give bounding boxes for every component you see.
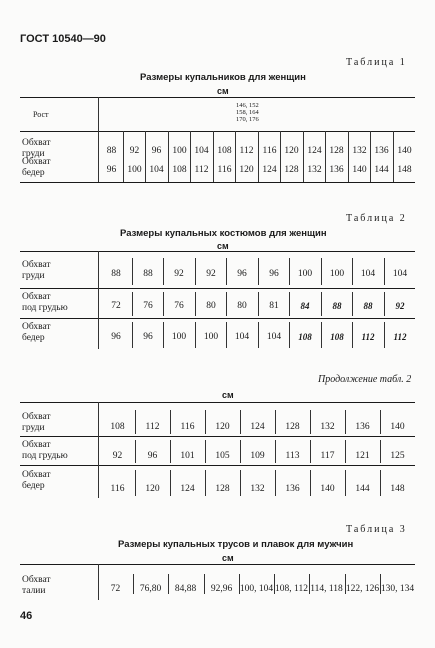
column-divider [240, 410, 241, 434]
table-2-label: Таблица 2 [346, 213, 407, 224]
column-divider [352, 258, 353, 285]
table-1-unit: см [217, 86, 229, 96]
column-divider [135, 470, 136, 496]
column-divider [289, 258, 290, 285]
table-cell: 120 [284, 146, 299, 156]
table-cell: 114, 118 [310, 584, 343, 594]
column-divider [163, 258, 164, 285]
t2c-row-label: Обхват бедер [22, 470, 51, 491]
table-cell: 100 [297, 269, 313, 279]
table-cell: 108 [110, 422, 125, 432]
table-cell: 76 [174, 301, 184, 311]
column-divider [345, 440, 346, 463]
column-divider [205, 410, 206, 434]
table-cell: 120 [145, 484, 160, 494]
column-divider [275, 470, 276, 496]
table-2-cont-unit: см [222, 390, 234, 400]
table-cell: 132 [250, 484, 265, 494]
table-cell: 104 [266, 332, 282, 342]
rost-value: 158, 164 [236, 109, 259, 116]
table-cell: 112 [194, 165, 209, 175]
t2-row-label: Обхват под грудью [22, 292, 68, 313]
table-cell: 125 [390, 451, 405, 461]
table-cell: 128 [215, 484, 230, 494]
table-cell: 96 [237, 269, 247, 279]
table-cell: 130, 134 [380, 584, 415, 594]
table-cell: 92 [395, 301, 405, 311]
table-cell: 112 [145, 422, 160, 432]
table-cell: 140 [320, 484, 335, 494]
table-cell: 100 [203, 332, 219, 342]
table-cell: 76 [143, 301, 153, 311]
table-cell: 72 [110, 584, 121, 594]
table-cell: 124 [180, 484, 195, 494]
table-cell: 92,96 [210, 584, 233, 594]
table-cell: 105 [215, 451, 230, 461]
column-divider [321, 292, 322, 316]
table-cell: 100 [329, 269, 345, 279]
table-1-row-chest-label: Обхват груди [22, 138, 51, 159]
table-cell: 140 [397, 146, 412, 156]
column-divider [195, 322, 196, 348]
table-cell: 136 [329, 165, 344, 175]
table-cell: 124 [307, 146, 322, 156]
table-cell: 96 [269, 269, 279, 279]
table-cell: 92 [112, 451, 123, 461]
column-divider [240, 440, 241, 463]
t2c-row-label: Обхват под грудью [22, 440, 68, 461]
t2-row-label: Обхват груди [22, 260, 51, 281]
table-cell: 80 [237, 301, 247, 311]
table-cell: 96 [151, 146, 162, 156]
table-cell: 76,80 [139, 584, 162, 594]
column-divider [170, 410, 171, 434]
table-cell: 92 [206, 269, 216, 279]
column-divider [135, 410, 136, 434]
table-cell: 104 [360, 269, 376, 279]
table-cell: 100 [127, 165, 142, 175]
column-divider [205, 440, 206, 463]
column-divider [310, 440, 311, 463]
table-cell: 108 [217, 146, 232, 156]
rost-value: 170, 176 [236, 116, 259, 123]
column-divider [170, 440, 171, 463]
rost-value: 146, 152 [236, 102, 259, 109]
table-2-unit: см [217, 241, 229, 251]
column-divider [163, 292, 164, 316]
column-divider [195, 258, 196, 285]
column-divider [380, 410, 381, 434]
column-divider [258, 292, 259, 316]
table-cell: 104 [149, 165, 164, 175]
table-cell: 140 [352, 165, 367, 175]
column-divider [321, 258, 322, 285]
table-cell: 132 [352, 146, 367, 156]
table-cell: 124 [250, 422, 265, 432]
table-1-label: Таблица 1 [346, 57, 407, 68]
table-cell: 88 [363, 301, 373, 311]
table-cell: 108 [298, 332, 312, 342]
column-divider [195, 292, 196, 316]
table-cell: 128 [329, 146, 344, 156]
table-cell: 112 [361, 332, 375, 342]
table-cell: 80 [206, 301, 216, 311]
column-divider [384, 322, 385, 348]
table-1-rost-label: Рост [33, 110, 49, 119]
table-cell: 136 [285, 484, 300, 494]
column-divider [345, 470, 346, 496]
column-divider [226, 322, 227, 348]
table-cell: 100 [171, 332, 187, 342]
column-divider [170, 470, 171, 496]
table-cell: 112 [239, 146, 254, 156]
table-2-cont-label: Продолжение табл. 2 [318, 374, 412, 385]
table-cell: 81 [269, 301, 279, 311]
column-divider [163, 322, 164, 348]
table-cell: 88 [332, 301, 342, 311]
table-cell: 128 [284, 165, 299, 175]
table-cell: 116 [110, 484, 125, 494]
t2c-row-label: Обхват груди [22, 412, 51, 433]
column-divider [310, 410, 311, 434]
table-cell: 144 [355, 484, 370, 494]
table-cell: 88 [111, 269, 121, 279]
table-cell: 108 [330, 332, 344, 342]
column-divider [258, 258, 259, 285]
table-cell: 112 [393, 332, 407, 342]
column-divider [275, 410, 276, 434]
table-cell: 109 [250, 451, 265, 461]
table-3-row-waist-label: Обхват талии [22, 575, 51, 596]
table-cell: 120 [239, 165, 254, 175]
column-divider [345, 410, 346, 434]
table-cell: 96 [143, 332, 153, 342]
column-divider [226, 258, 227, 285]
table-cell: 108 [172, 165, 187, 175]
table-cell: 132 [320, 422, 335, 432]
table-cell: 88 [143, 269, 153, 279]
table-cell: 117 [320, 451, 335, 461]
table-2-caption: Размеры купальных костюмов для женщин [120, 228, 327, 239]
column-divider [205, 470, 206, 496]
column-divider [352, 292, 353, 316]
table-cell: 96 [106, 165, 117, 175]
table-cell: 104 [392, 269, 408, 279]
column-divider [352, 322, 353, 348]
column-divider [258, 322, 259, 348]
table-cell: 88 [106, 146, 117, 156]
column-divider [321, 322, 322, 348]
column-divider [384, 292, 385, 316]
table-cell: 92 [129, 146, 140, 156]
table-3-caption: Размеры купальных трусов и плавок для мужчин [118, 539, 354, 550]
table-cell: 84,88 [174, 584, 197, 594]
table-cell: 116 [262, 146, 277, 156]
column-divider [310, 470, 311, 496]
table-cell: 121 [355, 451, 370, 461]
table-cell: 96 [147, 451, 158, 461]
table-cell: 124 [262, 165, 277, 175]
table-cell: 128 [285, 422, 300, 432]
column-divider [275, 440, 276, 463]
column-divider [289, 292, 290, 316]
document-header: ГОСТ 10540—90 [20, 33, 106, 45]
table-cell: 122, 126 [345, 584, 380, 594]
column-divider [132, 258, 133, 285]
table-cell: 113 [285, 451, 300, 461]
table-cell: 144 [374, 165, 389, 175]
table-3-unit: см [222, 553, 234, 563]
table-1-row-hips-label: Обхват бедер [22, 157, 51, 178]
column-divider [380, 470, 381, 496]
t2-row-label: Обхват бедер [22, 322, 51, 343]
table-cell: 84 [300, 301, 310, 311]
column-divider [384, 258, 385, 285]
table-cell: 148 [390, 484, 405, 494]
table-cell: 116 [217, 165, 232, 175]
table-cell: 116 [180, 422, 195, 432]
column-divider [132, 292, 133, 316]
table-1-caption: Размеры купальников для женщин [140, 72, 306, 83]
table-1-rost-values [236, 102, 259, 123]
table-cell: 140 [390, 422, 405, 432]
column-divider [132, 322, 133, 348]
table-cell: 101 [180, 451, 195, 461]
column-divider [289, 322, 290, 348]
table-cell: 96 [111, 332, 121, 342]
column-divider [380, 440, 381, 463]
table-cell: 120 [215, 422, 230, 432]
table-cell: 92 [174, 269, 184, 279]
table-cell: 136 [355, 422, 370, 432]
table-cell: 136 [374, 146, 389, 156]
column-divider [226, 292, 227, 316]
table-cell: 132 [307, 165, 322, 175]
table-cell: 148 [397, 165, 412, 175]
table-cell: 100, 104 [239, 584, 274, 594]
table-3-label: Таблица 3 [346, 524, 407, 535]
table-cell: 108, 112 [275, 584, 308, 594]
table-cell: 104 [194, 146, 209, 156]
table-cell: 104 [234, 332, 250, 342]
column-divider [135, 440, 136, 463]
table-cell: 72 [111, 301, 121, 311]
page-number: 46 [20, 610, 33, 622]
table-cell: 100 [172, 146, 187, 156]
column-divider [240, 470, 241, 496]
